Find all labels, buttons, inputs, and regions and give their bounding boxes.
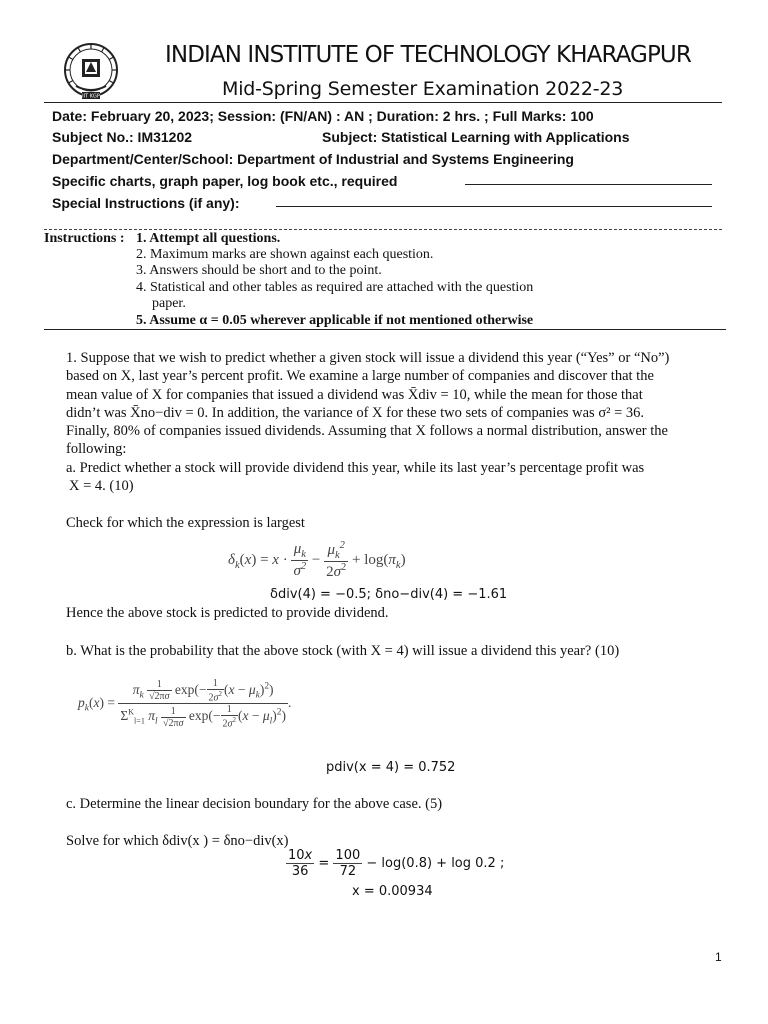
instructions-rule bbox=[44, 329, 726, 330]
exam-title: Mid-Spring Semester Examination 2022-23 bbox=[222, 78, 624, 100]
date-line: Date: February 20, 2023; Session: (FN/AN) : AN ; Duration: 2 hrs. ; Full Marks: 100 bbox=[52, 108, 594, 124]
instruction-2: 2. Maximum marks are shown against each question. bbox=[136, 247, 434, 262]
part-a-check: Check for which the expression is largest bbox=[66, 515, 305, 531]
part-b-result: pdiv(x = 4) = 0.752 bbox=[326, 760, 456, 775]
subject-number: Subject No.: IM31202 bbox=[52, 129, 193, 145]
part-b-formula: $p_k(x)$ = $\pi_k$ $\frac{1}{√2\pi\sigma}$ exp(− $\frac{1}{2\sigma^2}$ $(x - \mu_k)^2$) $\Sigma^K_{l=1}$ $\pi_l$ $\frac{1}{√2\pi\sigma}$ exp(− $\frac{1}{2\sigma^2}$ $(x - \mu_l)^2$) . bbox=[78, 678, 292, 730]
part-c-result: x = 0.00934 bbox=[352, 884, 433, 899]
q1-line-1: 1. Suppose that we wish to predict whether a given stock will issue a dividend this year (“Yes” or “No”) bbox=[66, 350, 670, 366]
instruction-1 bbox=[136, 231, 280, 247]
instruction-3: 3. Answers should be short and to the point. bbox=[136, 263, 382, 278]
part-a-formula: $\delta_k(x) = x$ · $\frac{\mu_k}{\sigma^2}$ − $\frac{\mu_k^2}{2\sigma^2}$ + $\log(\pi_k)$ bbox=[228, 540, 406, 580]
question-1 bbox=[66, 349, 726, 495]
q1-line-4: didn’t was X̄no−div = 0. In addition, the variance of X for these two sets of companies was σ² = 36. bbox=[66, 404, 645, 421]
instruction-1-text: 1. Attempt all questions. bbox=[136, 231, 281, 246]
part-a-conclusion: Hence the above stock is predicted to provide dividend. bbox=[66, 605, 389, 621]
institute-title: INDIAN INSTITUTE OF TECHNOLOGY KHARAGPUR bbox=[165, 42, 691, 68]
q1-part-a-question-cont: X = 4. (10) bbox=[69, 478, 134, 495]
instruction-4-cont: paper. bbox=[152, 296, 186, 311]
institute-logo bbox=[60, 42, 122, 102]
charts-blank bbox=[465, 184, 712, 185]
subject-name: Subject: Statistical Learning with Applications bbox=[322, 129, 630, 145]
instruction-4: 4. Statistical and other tables as required are attached with the question bbox=[136, 280, 534, 295]
instructions-label: Instructions : bbox=[44, 231, 125, 246]
part-b-question: b. What is the probability that the above stock (with X = 4) will issue a dividend this year? (10) bbox=[66, 643, 620, 659]
special-instructions-line: Special Instructions (if any): bbox=[52, 195, 240, 211]
q1-line-2: based on X, last year’s percent profit. We examine a large number of companies and discover that the bbox=[66, 368, 654, 385]
part-c-equation: $\frac{10x}{36}$ = $\frac{100}{72}$ − log(0.8) + log 0.2 ; bbox=[288, 848, 505, 879]
special-blank bbox=[276, 206, 712, 207]
q1-line-3: mean value of X for companies that issued a dividend was X̄div = 10, while the mean for those that bbox=[66, 386, 643, 403]
logo-text: IIT KGP bbox=[82, 93, 100, 100]
part-a-result: δdiv(4) = −0.5; δno−div(4) = −1.61 bbox=[270, 587, 508, 602]
department-line: Department/Center/School: Department of Industrial and Systems Engineering bbox=[52, 151, 574, 167]
part-c-solve: Solve for which δdiv(x ) = δno−div(x) bbox=[66, 833, 289, 849]
header-rule bbox=[44, 102, 722, 103]
instruction-5: 5. Assume α = 0.05 wherever applicable if not mentioned otherwise bbox=[136, 313, 534, 328]
dashed-separator bbox=[44, 229, 722, 230]
charts-line: Specific charts, graph paper, log book etc., required bbox=[52, 173, 398, 189]
q1-line-5: Finally, 80% of companies issued dividends. Assuming that X follows a normal distribution, answer the bbox=[66, 423, 668, 440]
part-c-question: c. Determine the linear decision boundary for the above case. (5) bbox=[66, 796, 443, 812]
q1-line-6: following: bbox=[66, 441, 127, 458]
page-number: 1 bbox=[715, 950, 722, 964]
q1-part-a-question: a. Predict whether a stock will provide dividend this year, while its last year’s percentage profit was bbox=[66, 459, 645, 476]
